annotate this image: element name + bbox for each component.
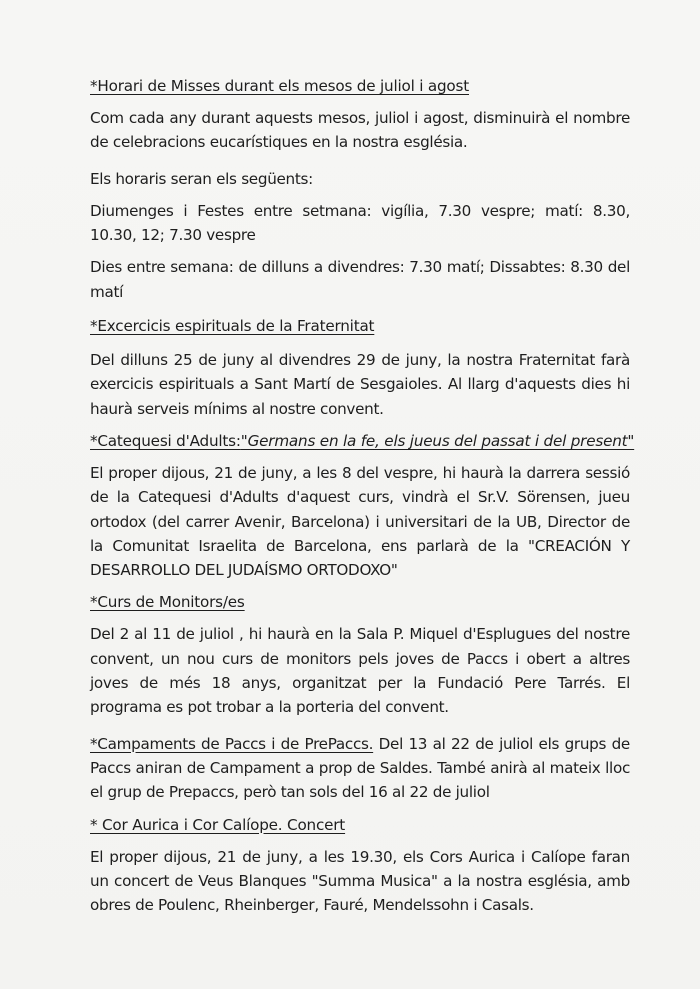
paragraph: Diumenges i Festes entre setmana: vigília, 7.30 vespre; matí: 8.30, 10.30, 12; 7.30 vespre [90,201,630,245]
section-concert [90,813,630,918]
paragraph: Del dilluns 25 de juny al divendres 29 de juny, la nostra Fraternitat farà exercicis espirituals a Sant Martí de Sesgaioles. Al llarg d'aquests dies hi haurà serveis mínims al nostre convent. [90,351,630,418]
paragraph [90,732,630,805]
heading-text: *Catequesi d'Adults: [90,431,241,450]
paragraph: Dies entre semana: de dilluns a divendres: 7.30 matí; Dissabtes: 8.30 del matí [90,258,630,301]
paragraph: El proper dijous, 21 de juny, a les 8 del vespre, hi haurà la darrera sessió de la Catequesi d'Adults d'aquest curs, vindrà el Sr.V. Sörensen, jueu ortodox (del carrer Avenir, Barcelona) i universitari de la UB, Director de la Comunitat Israelita de Barcelona, ens parlarà de la "CREACIÓN Y DESARROLLO DEL JUDAÍSMO ORTODOXO" [90,463,630,580]
section-heading: * Cor Aurica i Cor Calíope. Concert [90,815,346,834]
section-heading: *Curs de Monitors/es [90,593,245,612]
paragraph: Del 2 al 11 de juliol , hi haurà en la Sala P. Miquel d'Esplugues del nostre convent, un nou curs de monitors pels joves de Paccs i obert a altres joves de més 18 anys, organitzat per la Fundació Pere Tarrés. El programa es pot trobar a la porteria del convent. [90,625,630,717]
heading-title-italic: "Germans en la fe, els jueus del passat i del present" [240,431,635,450]
section-campaments [90,732,630,805]
paragraph: El proper dijous, 21 de juny, a les 19.30, els Cors Aurica i Calíope faran un concert de Veus Blanques "Summa Musica" a la nostra església, amb obres de Poulenc, Rheinberger, Fauré, Mendelssohn i Casals. [90,847,630,915]
inline-text: Del 13 al 22 de juliol els grups de Paccs aniran de Campament a prop de Saldes. També anirà al mateix lloc el grup de Prepaccs, però tan sols del 16 al 22 de juliol [90,734,630,802]
section-horari-misses [90,74,630,304]
section-heading: *Campaments de Paccs i de PrePaccs. [90,734,374,753]
section-exercicis [90,314,630,421]
section-heading [90,429,635,453]
section-curs-monitors [90,590,630,719]
section-heading: *Horari de Misses durant els mesos de juliol i agost [90,77,469,95]
section-catequesi [90,429,635,582]
document-body [90,74,635,917]
section-heading: *Excercicis espirituals de la Fraternitat [90,317,375,336]
paragraph: Com cada any durant aquests mesos, juliol i agost, disminuirà el nombre de celebracions eucarístiques en la nostra església. [90,109,630,152]
paragraph: Els horaris seran els següents: [90,169,313,188]
